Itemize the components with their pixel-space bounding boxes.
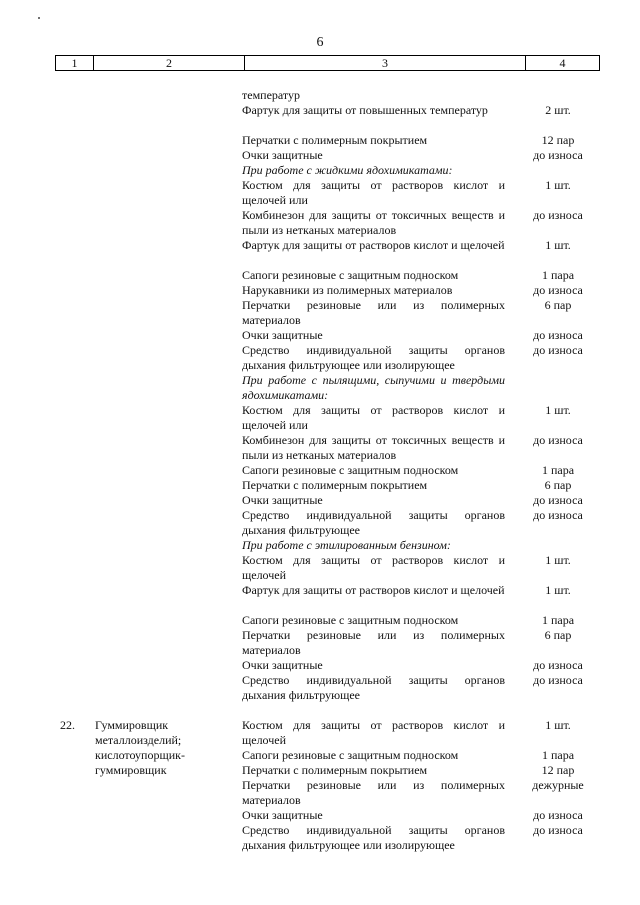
table-row xyxy=(0,208,640,238)
ppe-quantity: до износа xyxy=(533,343,583,357)
table-row xyxy=(0,628,640,658)
table-row xyxy=(0,88,640,103)
ppe-item-name: Средство индивидуальной защиты органов дыхания фильтрующее xyxy=(242,508,505,537)
table-row xyxy=(0,763,640,778)
ppe-quantity: 12 пар xyxy=(541,763,575,777)
column-header-3: 3 xyxy=(245,56,526,71)
ppe-item-name: Нарукавники из полимерных материалов xyxy=(242,283,453,297)
ppe-item-name: Очки защитные xyxy=(242,808,323,822)
ppe-quantity: 2 шт. xyxy=(545,103,571,117)
ppe-item-name: температур xyxy=(242,88,301,102)
table-row xyxy=(0,583,640,613)
ppe-quantity: 1 пара xyxy=(541,613,575,627)
ppe-item-name: Перчатки резиновые или из полимерных материалов xyxy=(242,778,505,807)
ppe-quantity: 1 шт. xyxy=(545,553,571,567)
ppe-item-name: Перчатки с полимерным покрытием xyxy=(242,478,428,492)
table-row xyxy=(0,133,640,148)
ppe-quantity: до износа xyxy=(533,508,583,522)
ppe-item-name: Очки защитные xyxy=(242,328,323,342)
ppe-quantity: до износа xyxy=(533,328,583,342)
section-subheading: При работе с пылящими, сыпучими и твердыми ядохимикатами: xyxy=(242,373,505,402)
column-header-table xyxy=(55,55,600,71)
ppe-quantity: 6 пар xyxy=(544,478,572,492)
ppe-item-name: Очки защитные xyxy=(242,493,323,507)
table-row xyxy=(0,613,640,628)
profession-name: Гуммировщик металлоизделий; кислотоупорщик-гуммировщик xyxy=(95,718,185,777)
table-row xyxy=(0,148,640,163)
ppe-item-name: Костюм для защиты от растворов кислот и щелочей или xyxy=(242,178,505,207)
table-row xyxy=(0,268,640,283)
table-row xyxy=(0,808,640,823)
ppe-quantity: 1 шт. xyxy=(545,583,571,597)
table-row xyxy=(0,823,640,853)
table-row xyxy=(0,163,640,178)
ppe-item-name: Комбинезон для защиты от токсичных веществ и пыли из нетканых материалов xyxy=(242,433,505,462)
ppe-quantity: 1 пара xyxy=(541,748,575,762)
ppe-item-name: Фартук для защиты от повышенных температур xyxy=(242,103,488,117)
ppe-quantity: 1 шт. xyxy=(545,178,571,192)
ppe-item-name: Сапоги резиновые с защитным подноском xyxy=(242,268,459,282)
column-header-1: 1 xyxy=(56,56,94,71)
ppe-item-name: Сапоги резиновые с защитным подноском xyxy=(242,463,459,477)
section-subheading: При работе с жидкими ядохимикатами: xyxy=(242,163,453,177)
ppe-item-name: Очки защитные xyxy=(242,658,323,672)
ppe-quantity: 1 шт. xyxy=(545,238,571,252)
column-header-4: 4 xyxy=(526,56,600,71)
ppe-quantity: 1 шт. xyxy=(545,403,571,417)
table-row xyxy=(0,433,640,463)
ppe-quantity: 12 пар xyxy=(541,133,575,147)
section-subheading: При работе с этилированным бензином: xyxy=(242,538,451,552)
table-row xyxy=(0,343,640,373)
table-row xyxy=(0,403,640,433)
table-row xyxy=(0,103,640,133)
table-row xyxy=(0,463,640,478)
ppe-item-name: Костюм для защиты от растворов кислот и щелочей или xyxy=(242,403,505,432)
ppe-quantity: до износа xyxy=(533,658,583,672)
ppe-item-name: Костюм для защиты от растворов кислот и щелочей xyxy=(242,553,505,582)
ppe-quantity: до износа xyxy=(533,673,583,687)
page-number: 6 xyxy=(316,35,324,50)
table-row xyxy=(0,478,640,493)
ppe-quantity: 1 пара xyxy=(541,463,575,477)
ppe-quantity: до износа xyxy=(533,208,583,222)
table-row xyxy=(0,283,640,298)
ppe-item-name: Комбинезон для защиты от токсичных веществ и пыли из нетканых материалов xyxy=(242,208,505,237)
ppe-quantity: 6 пар xyxy=(544,298,572,312)
ppe-item-name: Сапоги резиновые с защитным подноском xyxy=(242,748,459,762)
ppe-item-name: Фартук для защиты от растворов кислот и щелочей xyxy=(242,238,505,252)
table-row xyxy=(0,658,640,673)
ppe-quantity: до износа xyxy=(533,148,583,162)
ppe-quantity: до износа xyxy=(533,433,583,447)
ppe-item-name: Перчатки с полимерным покрытием xyxy=(242,763,428,777)
table-row xyxy=(0,538,640,553)
table-row xyxy=(0,373,640,403)
ppe-quantity: до износа xyxy=(533,283,583,297)
table-row xyxy=(0,328,640,343)
ppe-item-name: Средство индивидуальной защиты органов дыхания фильтрующее или изолирующее xyxy=(242,823,505,852)
table-row xyxy=(0,493,640,508)
table-row xyxy=(0,508,640,538)
ppe-item-name: Средство индивидуальной защиты органов дыхания фильтрующее xyxy=(242,673,505,702)
table-row xyxy=(0,778,640,808)
column-header-2: 2 xyxy=(94,56,245,71)
ppe-item-name: Костюм для защиты от растворов кислот и щелочей xyxy=(242,718,505,747)
ppe-quantity: до износа xyxy=(533,493,583,507)
table-row xyxy=(0,673,640,703)
ppe-item-name: Сапоги резиновые с защитным подноском xyxy=(242,613,459,627)
ppe-item-name: Перчатки резиновые или из полимерных материалов xyxy=(242,628,505,657)
row-spacer xyxy=(0,703,640,718)
ppe-item-name: Фартук для защиты от растворов кислот и щелочей xyxy=(242,583,505,597)
ppe-item-name: Средство индивидуальной защиты органов дыхания фильтрующее или изолирующее xyxy=(242,343,505,372)
ppe-quantity: до износа xyxy=(533,808,583,822)
ppe-item-name: Перчатки с полимерным покрытием xyxy=(242,133,428,147)
ppe-quantity: 6 пар xyxy=(544,628,572,642)
ppe-quantity: 1 шт. xyxy=(545,718,571,732)
table-row xyxy=(0,748,640,763)
scan-speck xyxy=(38,17,40,19)
ppe-quantity: до износа xyxy=(533,823,583,837)
table-row xyxy=(0,238,640,268)
table-body xyxy=(0,88,640,853)
table-row xyxy=(0,178,640,208)
table-row xyxy=(0,298,640,328)
ppe-quantity: дежурные xyxy=(532,778,584,792)
ppe-item-name: Перчатки резиновые или из полимерных материалов xyxy=(242,298,505,327)
ppe-quantity: 1 пара xyxy=(541,268,575,282)
item-number: 22. xyxy=(60,718,75,732)
ppe-item-name: Очки защитные xyxy=(242,148,323,162)
table-row xyxy=(0,553,640,583)
